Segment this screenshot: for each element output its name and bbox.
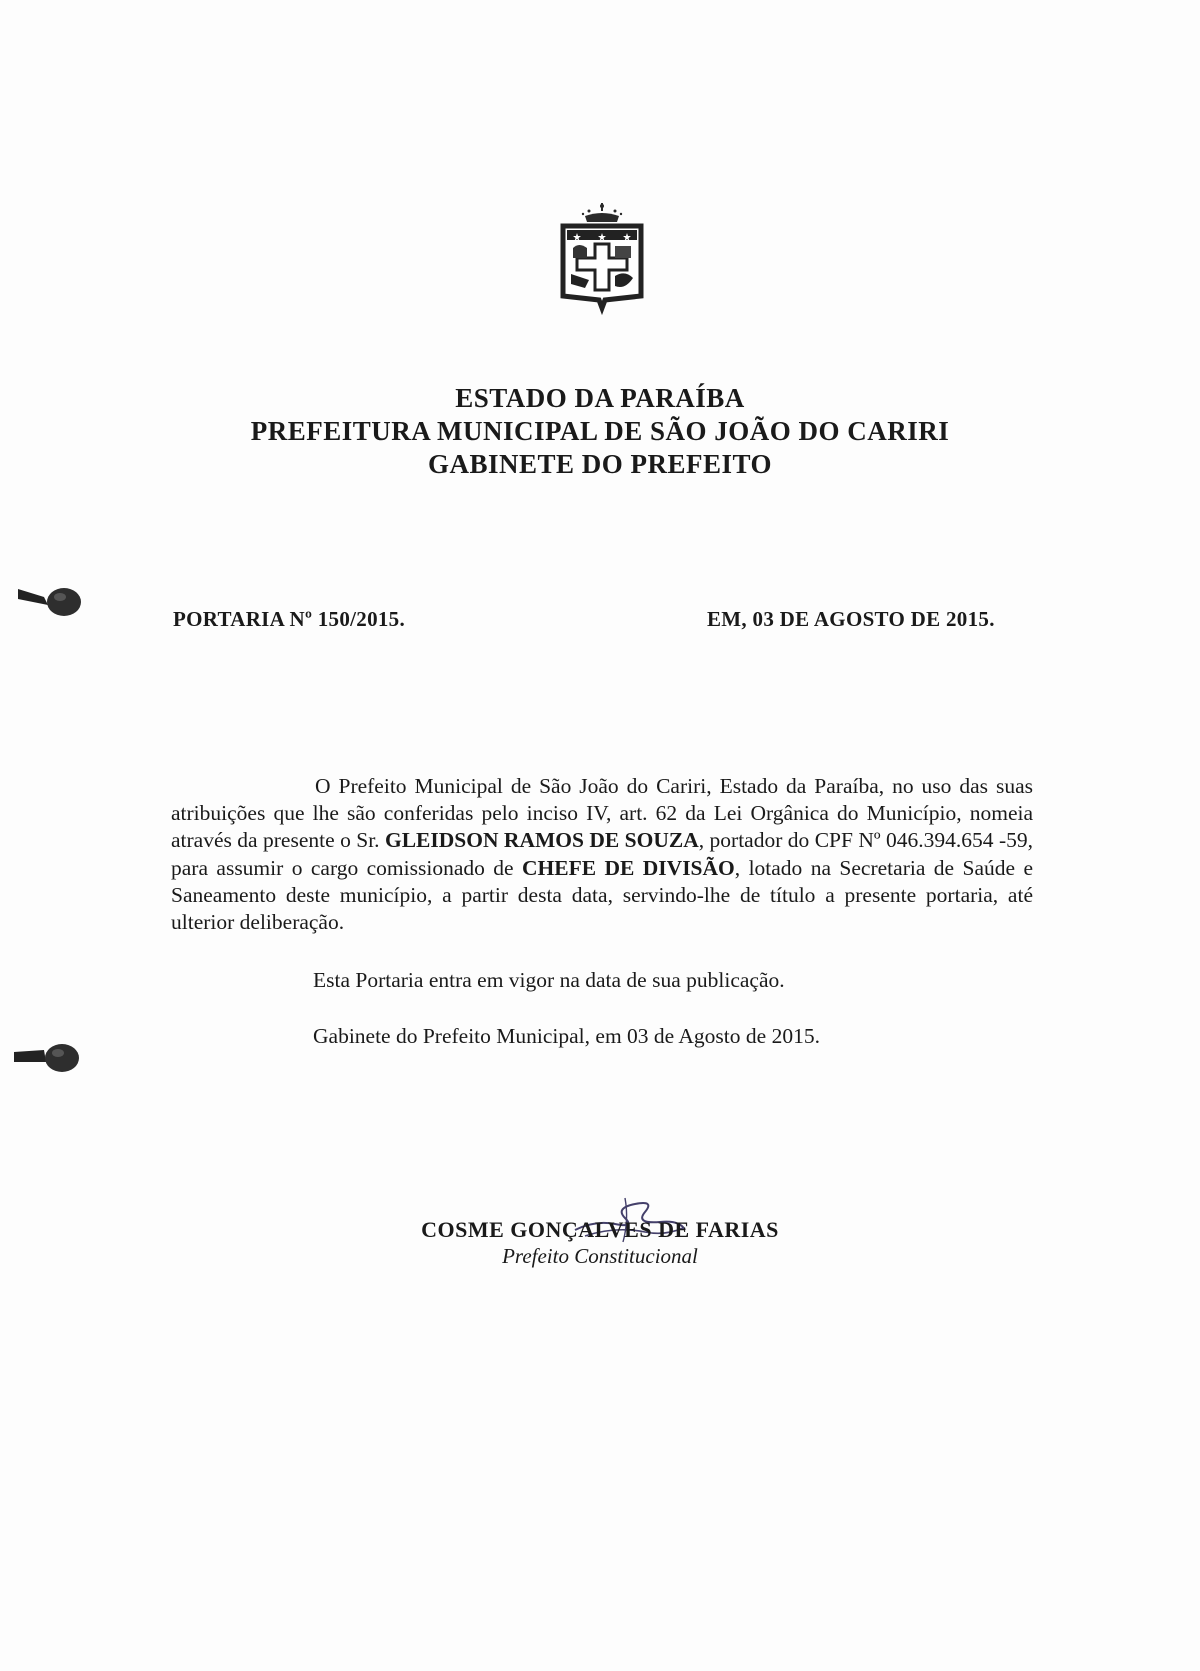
appointee-name: GLEIDSON RAMOS DE SOUZA — [384, 828, 699, 853]
main-paragraph — [171, 773, 1033, 936]
office-heading: GABINETE DO PREFEITO — [427, 449, 773, 479]
paragraph-text: , portador do CPF Nº 046.394.654 -59, para assumir o cargo comissionado de — [171, 828, 1033, 880]
signatory-name: COSME GONÇALVES DE FARIAS — [421, 1217, 779, 1242]
punch-hole-mark — [12, 1040, 82, 1076]
ordinance-number: PORTARIA Nº 150/2015. — [173, 607, 406, 631]
appointed-role: CHEFE DE DIVISÃO — [522, 855, 735, 880]
effective-clause: Esta Portaria entra em vigor na data de sua publicação. — [313, 968, 785, 992]
paragraph-text: , lotado na Secretaria de Saúde e Saneamento deste município, a partir desta data, servindo-lhe de título a presente portaria, até ulterior deliberação. — [171, 855, 1033, 935]
municipality-heading: PREFEITURA MUNICIPAL DE SÃO JOÃO DO CARIRI — [250, 416, 950, 446]
punch-hole-mark — [14, 583, 84, 619]
signatory-title: Prefeito Constitucional — [502, 1244, 698, 1268]
coat-of-arms-icon — [555, 200, 649, 320]
paragraph-text: O Prefeito Municipal de São João do Cariri, Estado da Paraíba, no uso das suas atribuições que lhe são conferidas pelo inciso IV, art. 62 da Lei Orgânica do Município, nomeia através da presente o Sr. — [171, 774, 1033, 853]
ordinance-date: EM, 03 DE AGOSTO DE 2015. — [707, 607, 995, 631]
state-heading: ESTADO DA PARAÍBA — [455, 383, 745, 413]
closing-line: Gabinete do Prefeito Municipal, em 03 de Agosto de 2015. — [313, 1024, 820, 1048]
